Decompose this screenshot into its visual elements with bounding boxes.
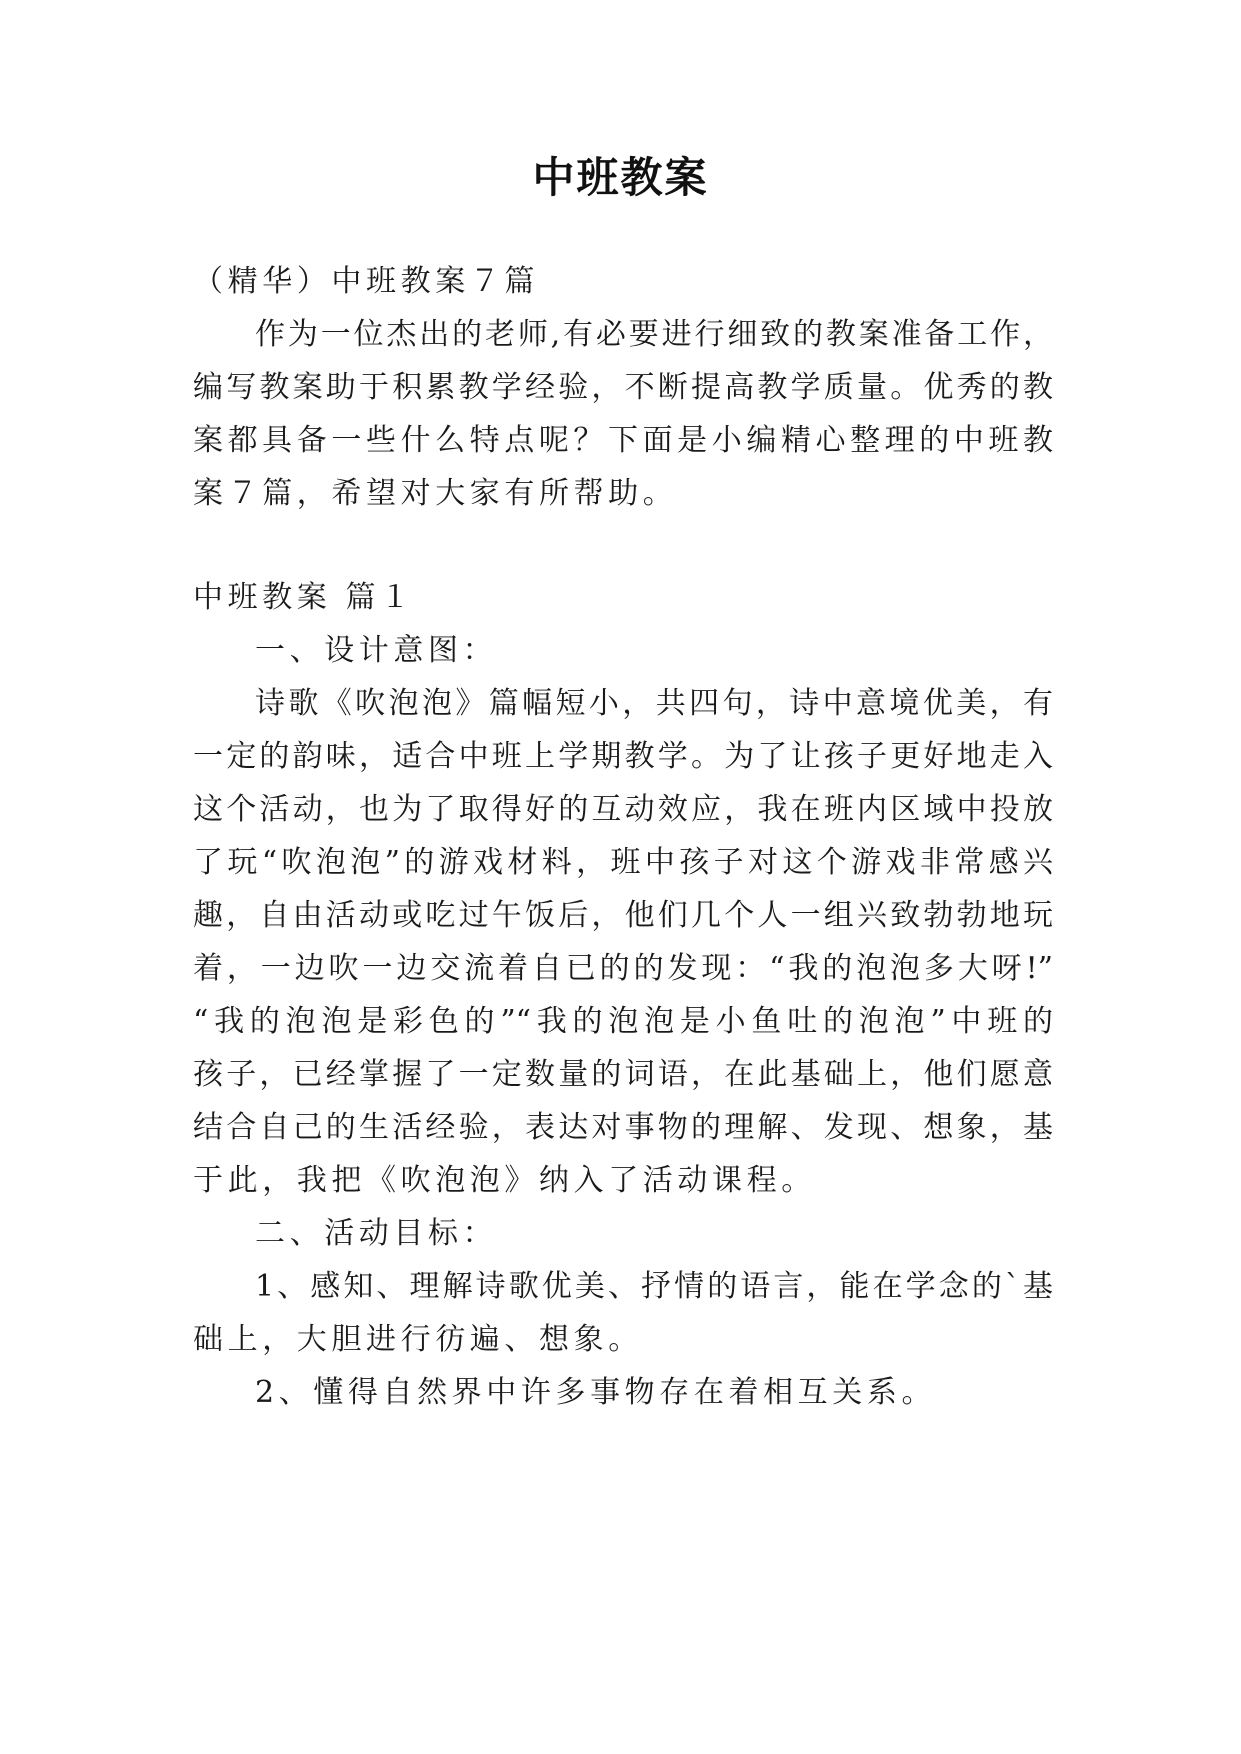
design-line-1: 诗歌《吹泡泡》篇幅短小，共四句，诗中意境优美，有	[255, 686, 1053, 721]
document-subtitle: （精华）中班教案７篇	[193, 264, 539, 299]
intro-line-4: 案７篇，希望对大家有所帮助。	[193, 476, 678, 511]
design-line-8: 孩子，已经掌握了一定数量的词语，在此基础上，他们愿意	[193, 1057, 1053, 1092]
heading-design: 一、设计意图：	[255, 633, 498, 668]
goal-2-line: 2、懂得自然界中许多事物存在着相互关系。	[255, 1375, 937, 1410]
design-line-10: 于此，我把《吹泡泡》纳入了活动课程。	[193, 1163, 816, 1198]
document-title: 中班教案	[532, 153, 709, 202]
intro-line-2: 编写教案助于积累教学经验，不断提高教学质量。优秀的教	[193, 370, 1053, 405]
design-line-9: 结合自己的生活经验，表达对事物的理解、发现、想象，基	[193, 1110, 1053, 1145]
heading-goals: 二、活动目标：	[255, 1216, 498, 1251]
intro-line-1: 作为一位杰出的老师,有必要进行细致的教案准备工作，	[255, 317, 1053, 352]
design-line-7: “我的泡泡是彩色的”“我的泡泡是小鱼吐的泡泡”中班的	[193, 1004, 1053, 1039]
design-line-2: 一定的韵味，适合中班上学期教学。为了让孩子更好地走入	[193, 739, 1053, 774]
design-line-3: 这个活动，也为了取得好的互动效应，我在班内区域中投放	[193, 792, 1053, 827]
goal-1-line-2: 础上，大胆进行彷遍、想象。	[193, 1322, 643, 1357]
design-line-6: 着，一边吹一边交流着自已的的发现：“我的泡泡多大呀!”	[193, 951, 1053, 986]
goal-1-line-1: 1、感知、理解诗歌优美、抒情的语言，能在学念的`基	[255, 1269, 1053, 1304]
design-line-5: 趣，自由活动或吃过午饭后，他们几个人一组兴致勃勃地玩	[193, 898, 1053, 933]
intro-line-3: 案都具备一些什么特点呢？下面是小编精心整理的中班教	[193, 423, 1053, 458]
section-heading: 中班教案 篇１	[193, 580, 415, 615]
design-line-4: 了玩“吹泡泡”的游戏材料，班中孩子对这个游戏非常感兴	[193, 845, 1053, 880]
